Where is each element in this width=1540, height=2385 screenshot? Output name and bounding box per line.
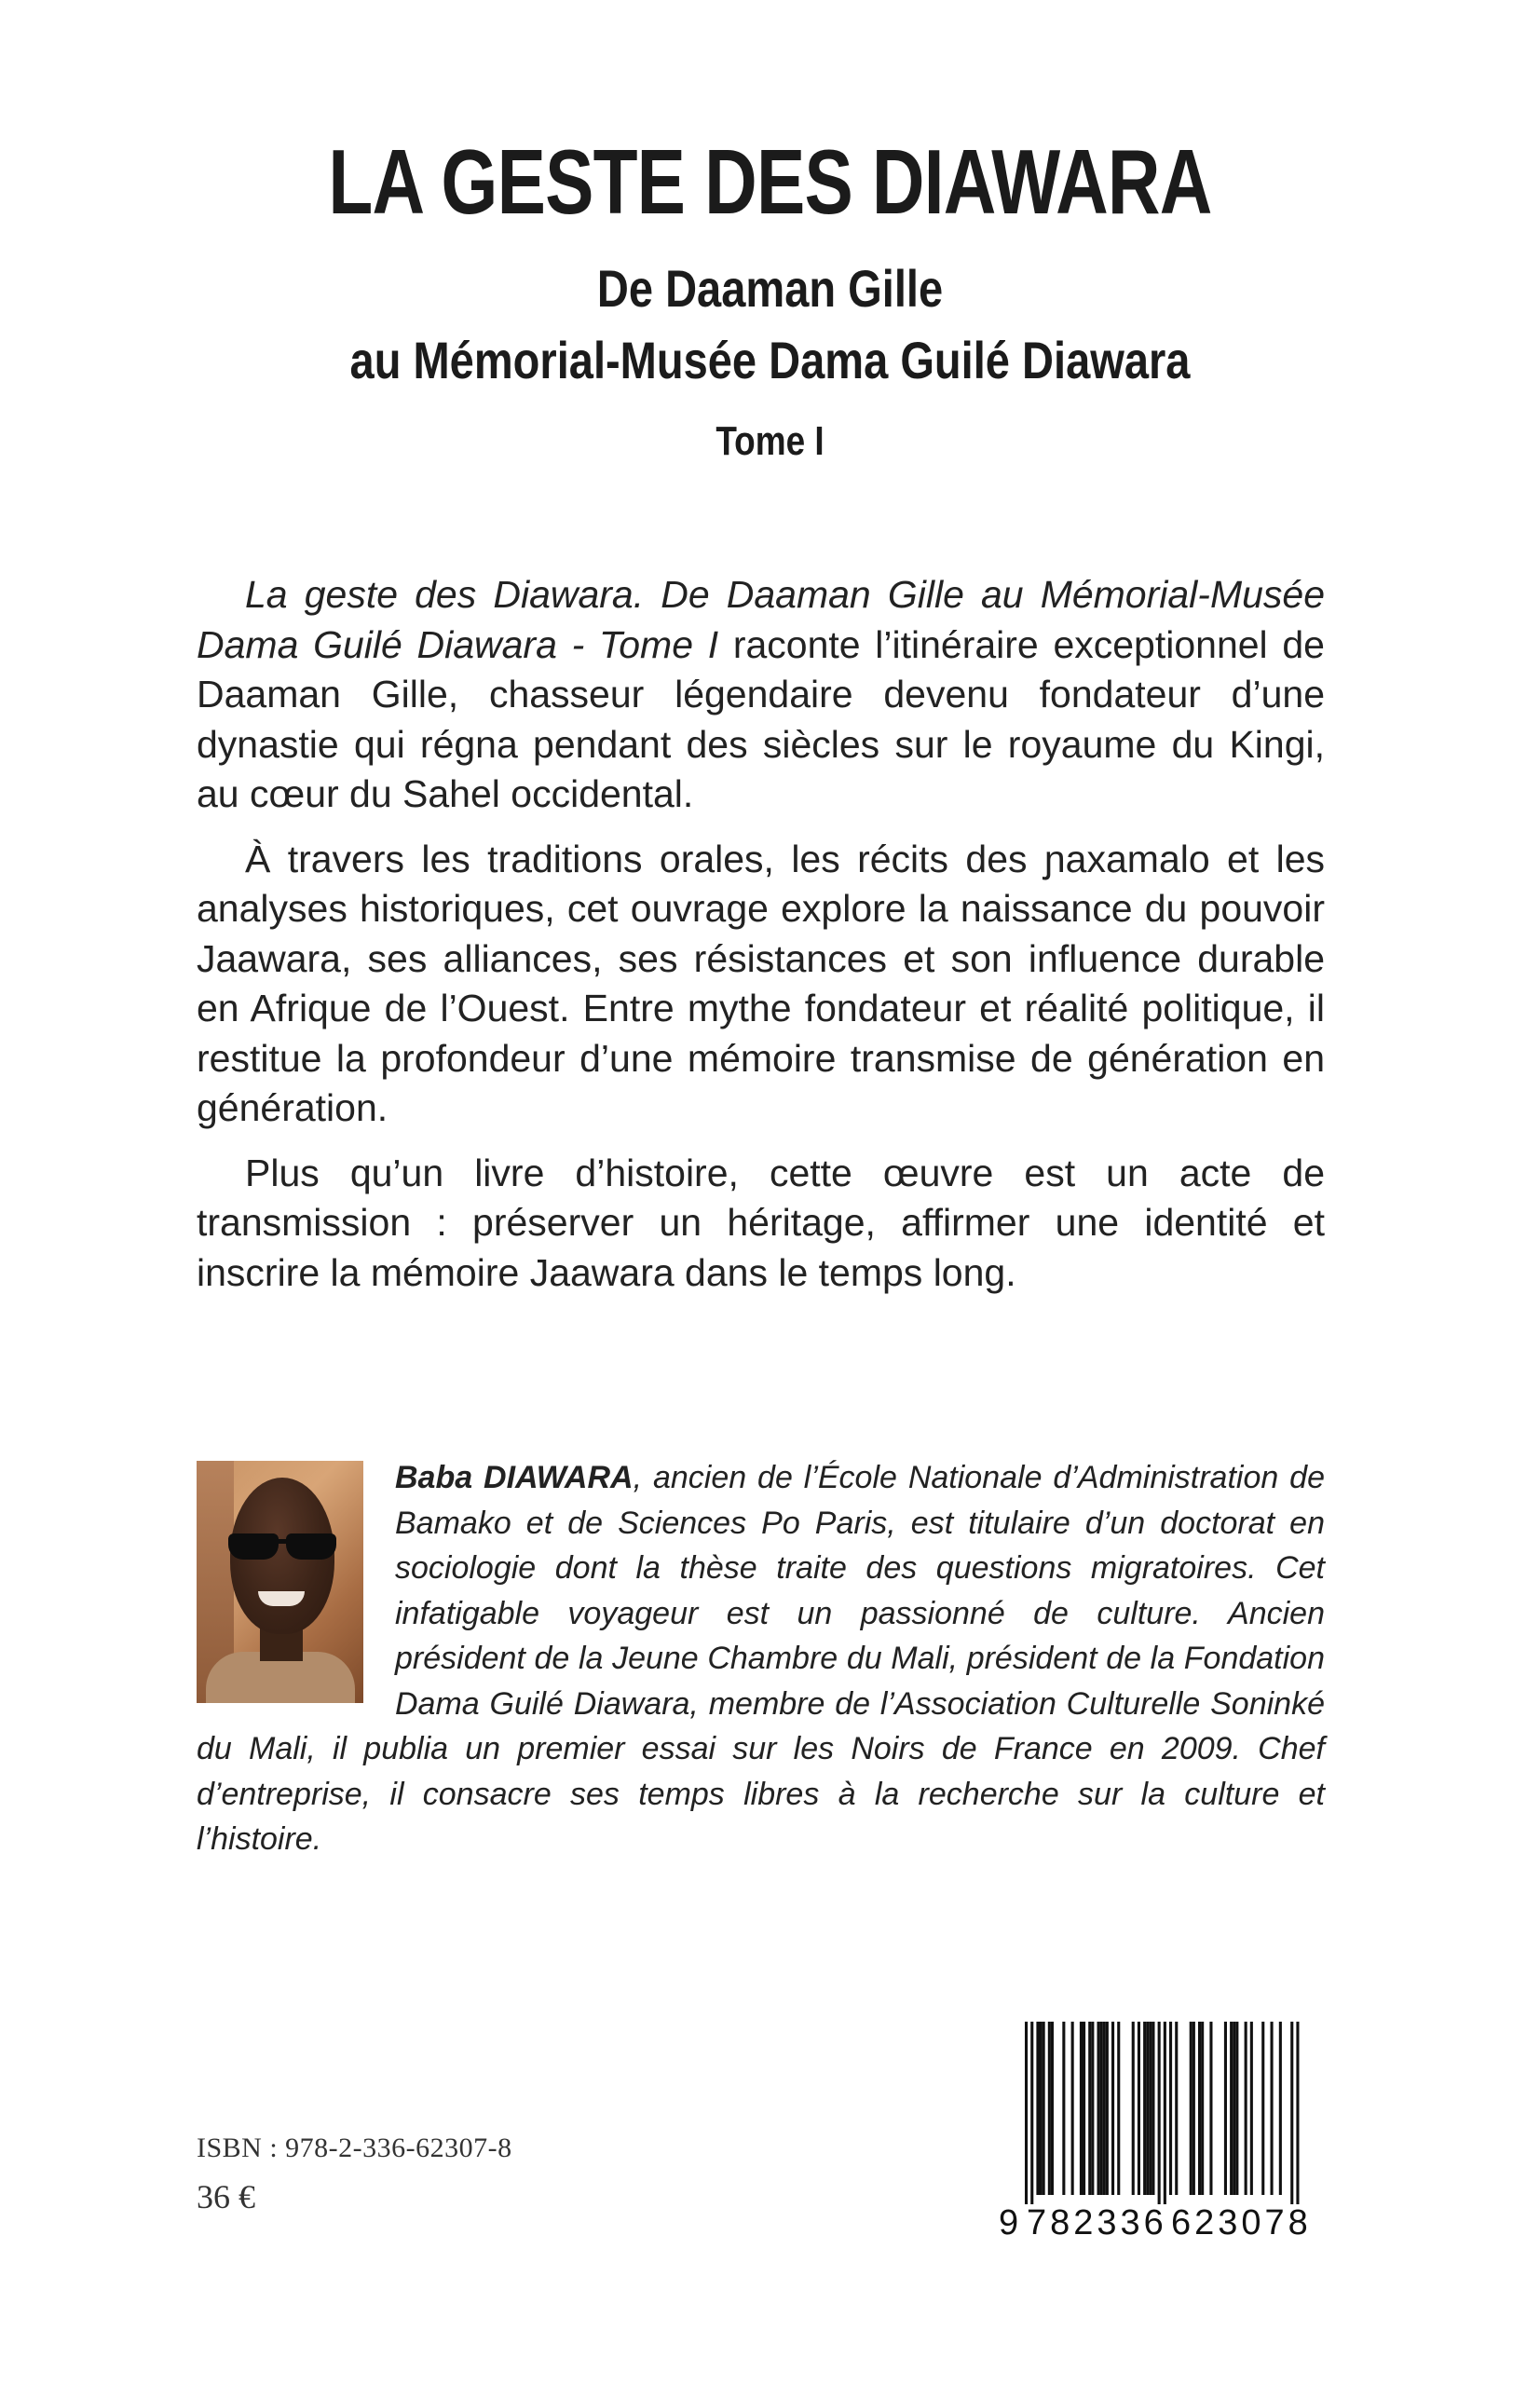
- barcode-bar: [1235, 2022, 1238, 2195]
- subtitle-line-1: De Daaman Gille: [596, 259, 944, 318]
- barcode-bar: [1143, 2022, 1146, 2195]
- barcode-bar: [1111, 2022, 1114, 2195]
- blurb-paragraph-1: [197, 570, 1325, 820]
- author-bio-text: , ancien de l’École Nationale d’Administration de Bamako et de Sciences Po Paris, est titulaire d’un doctorat en sociologie dont la thèse traite des questions migratoires. Cet infatigable voyageur est un passionné de culture. Ancien président de la Jeune Chambre du Mali, président de la Fondation Dama Guilé Diawara, membre de l’Association Culturelle Soninké du Mali, il publia un premier essai sur les Noirs de France en 2009. Chef d’entreprise, il consacre ses temps libres à la recherche sur la culture et l’histoire.: [197, 1460, 1326, 1857]
- barcode-bar: [1296, 2022, 1299, 2204]
- barcode-bar: [1062, 2022, 1065, 2195]
- barcode-bar: [1164, 2022, 1166, 2204]
- barcode-bar: [1030, 2022, 1033, 2204]
- barcode-bar: [1036, 2022, 1039, 2195]
- barcode-lead-digit: 9: [999, 2203, 1019, 2242]
- barcode-bar: [1097, 2022, 1100, 2195]
- barcode-bar: [1190, 2022, 1192, 2195]
- barcode-bar: [1224, 2022, 1227, 2195]
- barcode-digit-group-1: 782336: [1027, 2203, 1167, 2242]
- barcode-bar: [1088, 2022, 1091, 2195]
- barcode: [999, 2022, 1325, 2245]
- barcode-bar: [1080, 2022, 1083, 2195]
- barcode-bar: [1071, 2022, 1074, 2195]
- volume-label: Tome I: [715, 418, 825, 464]
- barcode-bar: [1138, 2022, 1140, 2195]
- barcode-bar: [1261, 2022, 1264, 2195]
- blurb-paragraph-3: Plus qu’un livre d’histoire, cette œuvre est un acte de transmission : préserver un héritage, affirmer une identité et inscrire la mémoire Jaawara dans le temps long.: [197, 1151, 1325, 1294]
- barcode-bars: [999, 2022, 1325, 2204]
- barcode-bar: [1290, 2022, 1293, 2204]
- barcode-bar: [1040, 2022, 1043, 2195]
- barcode-bar: [1025, 2022, 1028, 2204]
- blurb-paragraph-2: À travers les traditions orales, les récits des ɲaxamalo et les analyses historiques, cet ouvrage explore la naissance du pouvoir Jaawara, ses alliances, ses résistances et son influence durable en Afrique de l’Ouest. Entre mythe fondateur et réalité politique, il restitue la profondeur d’une mémoire transmise de génération en génération.: [197, 837, 1325, 1129]
- barcode-bar: [1271, 2022, 1274, 2195]
- barcode-bar: [1198, 2022, 1201, 2195]
- barcode-bar: [1051, 2022, 1054, 2195]
- barcode-digit-group-2: 623078: [1171, 2203, 1312, 2242]
- book-title: LA GESTE DES DIAWARA: [328, 130, 1212, 233]
- author-bio-section: [197, 1455, 1325, 1862]
- barcode-bar: [1103, 2022, 1106, 2195]
- barcode-bar: [1230, 2022, 1233, 2195]
- barcode-bar: [1250, 2022, 1253, 2195]
- barcode-bar: [1091, 2022, 1094, 2195]
- barcode-bar: [1201, 2022, 1204, 2195]
- barcode-bar: [1149, 2022, 1152, 2195]
- barcode-bar: [1043, 2022, 1045, 2195]
- barcode-bar: [1106, 2022, 1109, 2195]
- author-photo: [197, 1461, 363, 1703]
- barcode-bar: [1117, 2022, 1120, 2195]
- barcode-bar: [1209, 2022, 1212, 2195]
- barcode-bar: [1100, 2022, 1103, 2195]
- barcode-bar: [1083, 2022, 1085, 2195]
- barcode-bar: [1233, 2022, 1235, 2195]
- barcode-bar: [1169, 2022, 1172, 2195]
- barcode-bar: [1245, 2022, 1247, 2195]
- isbn-text: ISBN : 978-2-336-62307-8: [197, 2133, 512, 2163]
- barcode-bar: [1048, 2022, 1051, 2195]
- barcode-bar: [1146, 2022, 1149, 2195]
- price-text: 36 €: [197, 2178, 255, 2215]
- subtitle-line-2: au Mémorial-Musée Dama Guilé Diawara: [349, 331, 1191, 389]
- author-bio: [197, 1455, 1325, 1862]
- barcode-digits: [999, 2201, 1325, 2245]
- barcode-bar: [1152, 2022, 1154, 2195]
- barcode-bar: [1175, 2022, 1178, 2195]
- barcode-bar: [1192, 2022, 1195, 2195]
- barcode-bar: [1279, 2022, 1282, 2195]
- blurb-paragraph-1-text: raconte l’itinéraire exceptionnel de Daaman Gille, chasseur légendaire devenu fondateur d’une dynastie qui régna pendant des siècles sur le royaume du Kingi, au cœur du Sahel occidental.: [197, 622, 1325, 815]
- barcode-bar: [1132, 2022, 1135, 2195]
- blurb-title-italic: La geste des Diawara. De Daaman Gille au Mémorial-Musée Dama Guilé Diawara - Tome I: [197, 573, 1325, 666]
- barcode-bar: [1158, 2022, 1161, 2204]
- author-name: Baba DIAWARA: [395, 1460, 634, 1495]
- back-cover-blurb: [197, 570, 1325, 1313]
